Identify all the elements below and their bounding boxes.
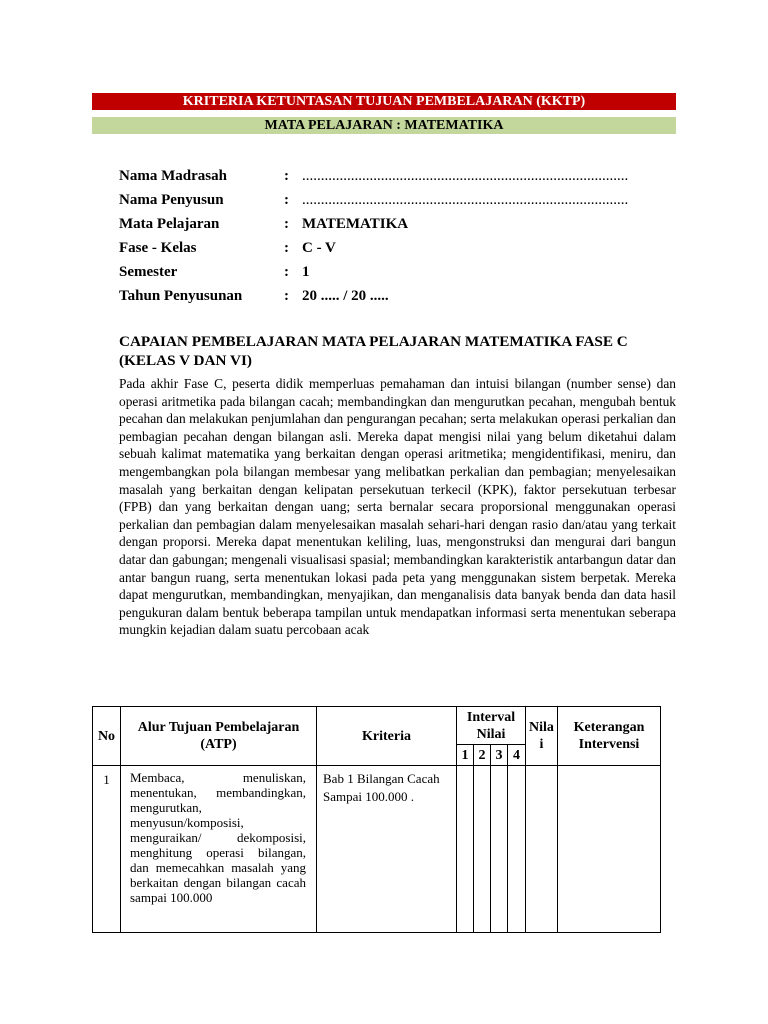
row-atp: Membaca, menuliskan, menentukan, membandingkan, mengurutkan, menyusun/komposisi, menguraikan/ dekomposisi, menghitung operasi bilangan, dan memecahkan masalah yang berkaitan dengan bilangan cacah sampai 100.000 (121, 766, 317, 933)
row-interval-1 (457, 766, 474, 933)
interval-level-3: 3 (491, 745, 508, 766)
row-no: 1 (93, 766, 121, 933)
info-label: Semester (119, 264, 178, 280)
subject-subtitle: MATA PELAJARAN : MATEMATIKA (92, 117, 676, 134)
info-label: Fase - Kelas (119, 240, 197, 256)
header-interval-nilai: Interval Nilai (457, 707, 526, 745)
info-label: Mata Pelajaran (119, 216, 220, 232)
info-value: MATEMATIKA (302, 216, 409, 232)
capaian-title: CAPAIAN PEMBELAJARAN MATA PELAJARAN MATEMATIKA FASE C (KELAS V DAN VI) (119, 333, 628, 369)
row-kriteria: Bab 1 Bilangan Cacah Sampai 100.000 . (317, 766, 457, 933)
capaian-body: Pada akhir Fase C, peserta didik memperluas pemahaman dan intuisi bilangan (number sense) dan operasi aritmetika pada bilangan cacah; membandingkan dan mengurutkan pecahan, mengubah bentuk pecahan dan melakukan penjumlahan dan pengurangan pecahan; serta melakukan operasi perkalian dan pembagian pecahan dengan bilangan asli. Mereka dapat mengisi nilai yang belum diketahui dalam sebuah kalimat matematika yang berkaitan dengan operasi aritmetika; mengidentifikasi, meniru, dan mengembangkan pola bilangan membesar yang melibatkan perkalian dan pembagian; menyelesaikan masalah yang berkaitan dengan kelipatan persekutuan terkecil (KPK), faktor persekutuan terbesar (FPB) dan yang berkaitan dengan uang; serta bernalar secara proporsional menggunakan operasi perkalian dan pembagian dalam menyelesaikan masalah sehari-hari dengan rasio dan/atau yang terkait dengan proporsi. Mereka dapat menentukan keliling, luas, mengonstruksi dan mengurai dari bangun datar dan gabungan; mengenali visualisasi spasial; membandingkan karakteristik antarbangun datar dan antar bangun ruang, serta menentukan lokasi pada peta yang menggunakan sistem berpetak. Mereka dapat mengurutkan, membandingkan, menyajikan, dan menganalisis data banyak benda dan data hasil pengukuran dalam bentuk beberapa tampilan untuk mendapatkan informasi serta menentukan seberapa mungkin kejadian dalam suatu percobaan acak (119, 376, 676, 638)
row-interval-3 (491, 766, 508, 933)
row-keterangan (558, 766, 661, 933)
info-row-mata-pelajaran (119, 212, 628, 236)
info-value: ....................................................................................... (302, 168, 629, 184)
info-value: 20 ..... / 20 ..... (302, 288, 389, 304)
interval-level-4: 4 (508, 745, 526, 766)
row-nilai (526, 766, 558, 933)
info-label: Tahun Penyusunan (119, 288, 243, 304)
table-row (93, 766, 661, 933)
info-row-fase-kelas (119, 236, 628, 260)
info-row-semester (119, 260, 628, 284)
row-interval-4 (508, 766, 526, 933)
info-colon: : (284, 192, 289, 208)
info-value: 1 (302, 264, 310, 280)
row-interval-2 (474, 766, 491, 933)
header-no: No (93, 707, 121, 766)
kktp-table (92, 706, 661, 933)
info-value: C - V (302, 240, 336, 256)
info-label: Nama Madrasah (119, 168, 227, 184)
identity-section (119, 164, 628, 308)
info-colon: : (284, 264, 289, 280)
header-atp: Alur Tujuan Pembelajaran (ATP) (121, 707, 317, 766)
document-title: KRITERIA KETUNTASAN TUJUAN PEMBELAJARAN (KKTP) (92, 93, 676, 110)
header-kriteria: Kriteria (317, 707, 457, 766)
info-colon: : (284, 168, 289, 184)
info-colon: : (284, 216, 289, 232)
info-colon: : (284, 240, 289, 256)
interval-level-1: 1 (457, 745, 474, 766)
info-label: Nama Penyusun (119, 192, 224, 208)
interval-level-2: 2 (474, 745, 491, 766)
header-keterangan: Keterangan Intervensi (558, 707, 661, 766)
header-nilai: Nila i (526, 707, 558, 766)
info-colon: : (284, 288, 289, 304)
info-row-nama-penyusun (119, 188, 628, 212)
info-row-tahun-penyusunan (119, 284, 628, 308)
info-row-nama-madrasah (119, 164, 628, 188)
info-value: ....................................................................................... (302, 192, 629, 208)
